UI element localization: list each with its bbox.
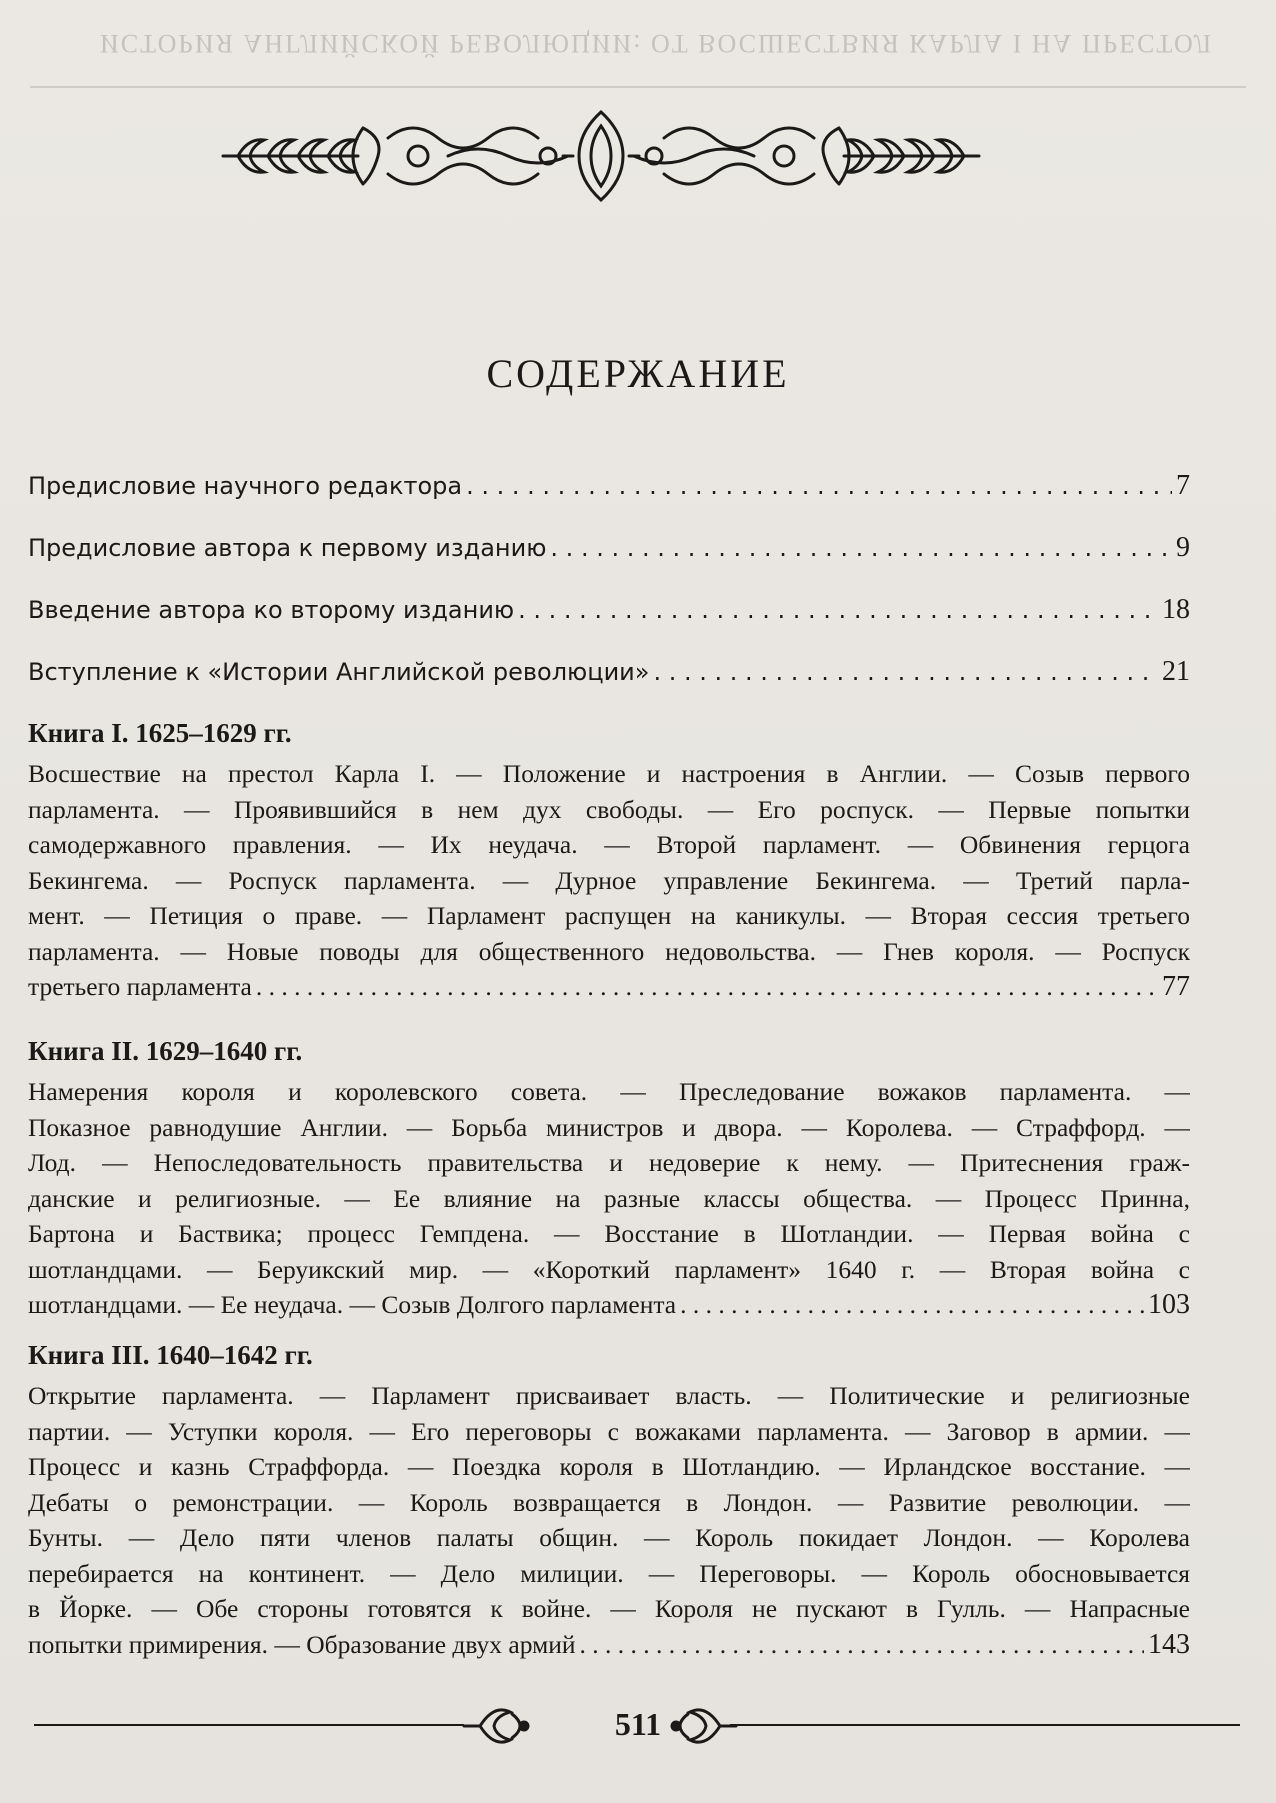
book-3-line: Процесс и казнь Страффорда. — Поездка короля в Шотландию. — Ирландское восстание. — xyxy=(28,1452,1190,1481)
book-1-title[interactable]: Книга I. 1625–1629 гг. xyxy=(28,718,292,748)
book-1-description xyxy=(28,756,1190,1005)
toc-entry-text: Вступление к «Истории Английской революции» xyxy=(28,658,650,686)
book-1-page: 77 xyxy=(1162,971,1190,1002)
book-3-title[interactable]: Книга III. 1640–1642 гг. xyxy=(28,1340,313,1370)
toc-entry-second-edition-intro[interactable] xyxy=(28,594,1190,626)
book-1-line: мент. — Петиция о праве. — Парламент распущен на каникулы. — Вторая сессия третьего xyxy=(28,901,1190,930)
book-2-line: данские и религиозные. — Ее влияние на разные классы общества. — Процесс Принна, xyxy=(28,1183,1190,1213)
book-2-line: Бартона и Баствика; процесс Гемпдена. — Восстание в Шотландии. — Первая война с xyxy=(28,1219,1190,1248)
book-3-line: Бунты. — Дело пяти членов палаты общин. — Король покидает Лондон. — Королева xyxy=(28,1523,1190,1552)
top-ornament-icon xyxy=(218,108,984,204)
dot-leader xyxy=(680,1287,1144,1323)
book-3-line: перебирается на континент. — Дело милиции. — Переговоры. — Король обосновывается xyxy=(28,1558,1190,1588)
toc-entry-author-preface[interactable] xyxy=(28,532,1190,564)
book-3-line: Дебаты о ремонстрации. — Король возвращается в Лондон. — Развитие революции. — xyxy=(28,1487,1190,1517)
book-2-description xyxy=(28,1074,1190,1323)
toc-entry-editor-preface[interactable] xyxy=(28,470,1190,502)
dot-leader xyxy=(518,596,1158,624)
running-head-bleedthrough: ИСТОРИЯ АНГЛИЙСКОЙ РЕВОЛЮЦИИ: ОТ ВОСШЕСТВИЯ КАРЛА I НА ПРЕСТОЛ xyxy=(100,29,1214,58)
book-2-title[interactable]: Книга II. 1629–1640 гг. xyxy=(28,1036,303,1066)
toc-entry-page: 18 xyxy=(1162,594,1190,625)
footer-rule-right xyxy=(730,1724,1240,1726)
book-2-page: 103 xyxy=(1148,1289,1190,1320)
book-3-description xyxy=(28,1378,1190,1662)
toc-entry-text: Предисловие автора к первому изданию xyxy=(28,534,547,562)
book-2-last-line[interactable] xyxy=(28,1287,1190,1323)
book-1-line: Восшествие на престол Карла I. — Положение и настроения в Англии. — Созыв первого xyxy=(28,759,1190,788)
book-2-line: Намерения короля и королевского совета. — Преследование вожаков парламента. — xyxy=(28,1077,1190,1106)
book-3-line: Открытие парламента. — Парламент присваивает власть. — Политические и религиозные xyxy=(28,1381,1190,1410)
book-3-line: партии. — Уступки короля. — Его переговоры с вожаками парламента. — Заговор в армии. — xyxy=(28,1416,1190,1446)
toc-entry-page: 21 xyxy=(1162,656,1190,687)
book-2-line: Показное равнодушие Англии. — Борьба министров и двора. — Королева. — Страффорд. — xyxy=(28,1112,1190,1142)
toc-entry-text: Введение автора ко второму изданию xyxy=(28,596,515,624)
toc-entry-text: Предисловие научного редактора xyxy=(28,472,463,500)
toc-entry-page: 7 xyxy=(1176,470,1190,501)
dot-leader xyxy=(256,969,1158,1005)
book-1-line: парламента. — Проявившийся в нем дух свободы. — Его роспуск. — Первые попытки xyxy=(28,794,1190,824)
book-3-last-line[interactable] xyxy=(28,1627,1190,1663)
book-1-line: Бекингема. — Роспуск парламента. — Дурное управление Бекингема. — Третий парла- xyxy=(28,865,1190,895)
book-3-line: попытки примирения. — Образование двух армий xyxy=(28,1629,576,1659)
book-2-line: шотландцами. — Ее неудача. — Созыв Долгого парламента xyxy=(28,1290,677,1319)
toc-entry-history-intro[interactable] xyxy=(28,656,1190,688)
page-title: СОДЕРЖАНИЕ xyxy=(486,351,790,396)
header-rule xyxy=(30,86,1246,88)
book-3-line: в Йорке. — Обе стороны готовятся к войне. — Короля не пускают в Гулль. — Напрасные xyxy=(28,1594,1190,1623)
fleuron-right-icon xyxy=(668,1702,740,1750)
dot-leader xyxy=(550,534,1172,562)
page-number: 511 xyxy=(614,1706,662,1742)
book-1-line: парламента. — Новые поводы для общественного недовольства. — Гнев короля. — Роспуск xyxy=(28,936,1190,966)
book-3-page: 143 xyxy=(1148,1628,1190,1660)
dot-leader xyxy=(580,1627,1144,1663)
book-1-last-line[interactable] xyxy=(28,969,1190,1005)
toc-entry-page: 9 xyxy=(1176,532,1190,563)
book-1-line: третьего парламента xyxy=(28,972,252,1001)
book-2-line: шотландцами. — Беруикский мир. — «Короткий парламент» 1640 г. — Вторая война с xyxy=(28,1254,1190,1284)
dot-leader xyxy=(653,658,1158,686)
dot-leader xyxy=(466,472,1172,500)
book-1-line: самодержавного правления. — Их неудача. — Второй парламент. — Обвинения герцога xyxy=(28,830,1190,859)
book-2-line: Лод. — Непоследовательность правительства и недоверие к нему. — Притеснения граж- xyxy=(28,1148,1190,1177)
